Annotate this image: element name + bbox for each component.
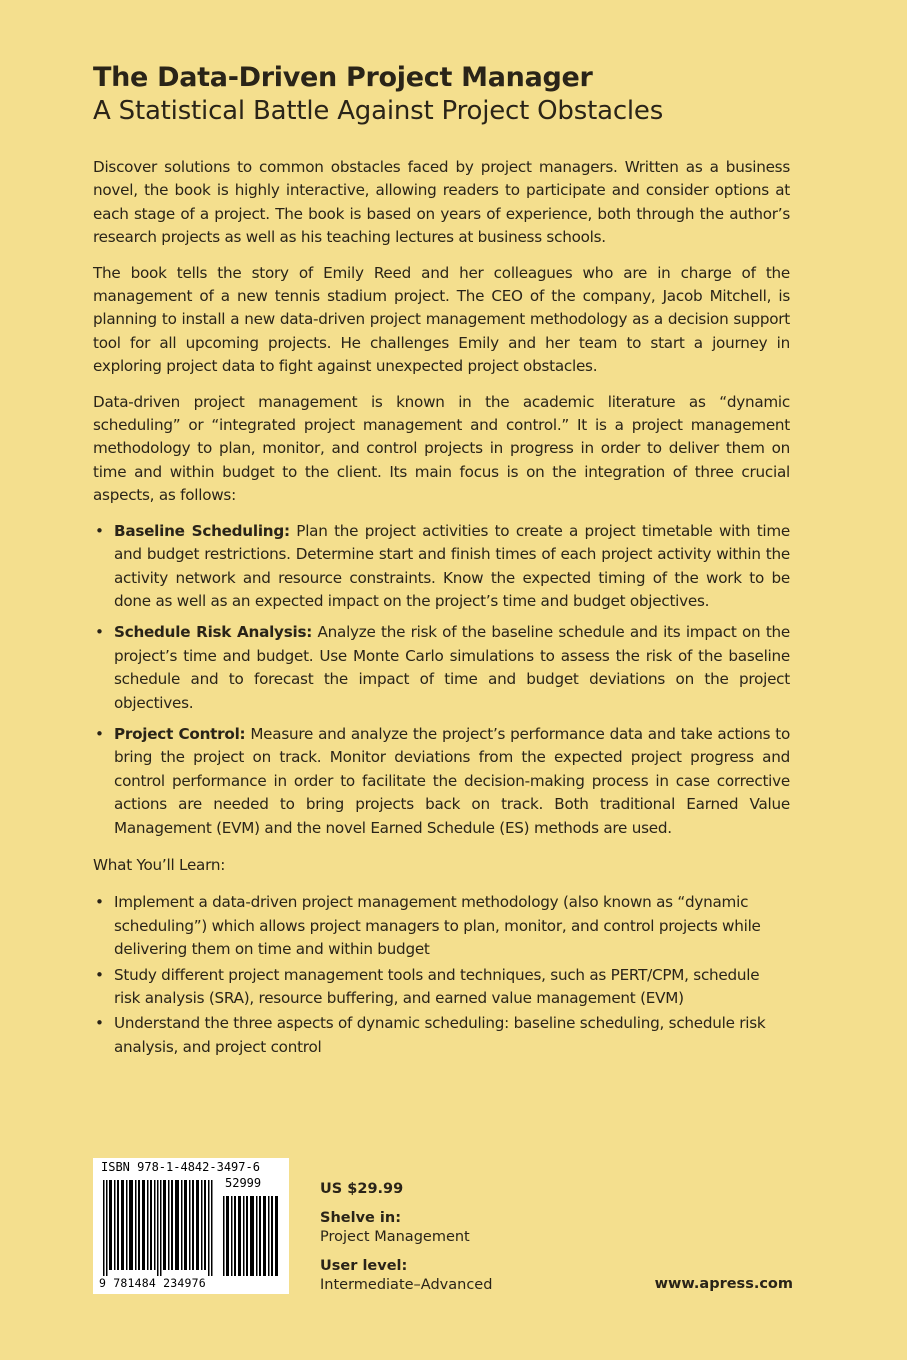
bullet-glyph: • <box>95 1014 104 1033</box>
back-cover-description <box>93 156 790 1073</box>
aspect-term: Baseline Scheduling: <box>114 521 290 540</box>
list-item <box>93 891 790 961</box>
list-item <box>93 520 790 614</box>
bullet-glyph: • <box>95 623 104 642</box>
level-value: Intermediate–Advanced <box>320 1277 493 1293</box>
isbn-barcode <box>93 1158 289 1294</box>
addon-price-code: 52999 <box>225 1176 262 1190</box>
ean-number: 9 781484 234976 <box>99 1276 206 1290</box>
learn-heading: What You’ll Learn: <box>93 855 226 874</box>
aspects-list <box>93 520 790 840</box>
level-label: User level: <box>320 1258 408 1274</box>
list-item <box>93 723 790 840</box>
aspect-text: Analyze the risk of the baseline schedule and its impact on the project’s time and budget. Use Monte Carlo simulations to assess the risk of the baseline schedule and to forecast the impact of time and budget deviations on the project objectives. <box>114 623 791 712</box>
price-info <box>320 1180 492 1295</box>
paragraph: Data-driven project management is known in the academic literature as “dynamic scheduling” or “integrated project management and control.” It is a project management methodology to plan, monitor, and control projects in progress in order to deliver them on time and within budget to the client. Its main focus is on the integration of three crucial aspects, as follows: <box>93 392 790 505</box>
bullet-glyph: • <box>95 893 104 912</box>
barcode-bars-icon <box>103 1180 215 1276</box>
bullet-glyph: • <box>95 724 104 743</box>
learn-list <box>93 891 790 1059</box>
aspect-text: Plan the project activities to create a project timetable with time and budget restrictions. Determine start and finish times of each project activity within the activity network and resource constraints. Know the expected timing of the work to be done as well as an expected impact on the project’s time and budget objectives. <box>114 521 791 610</box>
book-title: The Data-Driven Project Manager <box>93 62 593 93</box>
bullet-glyph: • <box>95 965 104 984</box>
list-item <box>93 621 790 715</box>
list-item <box>93 964 790 1011</box>
shelve-label: Shelve in: <box>320 1210 401 1226</box>
publisher-website[interactable]: www.apress.com <box>654 1276 793 1292</box>
book-subtitle: A Statistical Battle Against Project Obstacles <box>93 96 664 126</box>
aspect-term: Schedule Risk Analysis: <box>114 623 313 642</box>
learn-text: Implement a data-driven project management methodology (also known as “dynamic scheduling”) which allows project managers to plan, monitor, and control projects while delivering them on time and within budget <box>114 893 761 959</box>
isbn-number: ISBN 978-1-4842-3497-6 <box>101 1160 260 1174</box>
list-item <box>93 1012 790 1059</box>
aspect-text: Measure and analyze the project’s performance data and take actions to bring the project on track. Monitor deviations from the expected project progress and control performance in order to facilitate the decision-making process in case corrective actions are needed to bring projects back on track. Both traditional Earned Value Management (EVM) and the novel Earned Schedule (ES) methods are used. <box>114 724 791 837</box>
paragraph: The book tells the story of Emily Reed and her colleagues who are in charge of the management of a new tennis stadium project. The CEO of the company, Jacob Mitchell, is planning to install a new data-driven project management methodology as a decision support tool for all upcoming projects. He challenges Emily and her team to start a journey in exploring project data to fight against unexpected project obstacles. <box>93 263 790 376</box>
price: US $29.99 <box>320 1181 404 1197</box>
learn-text: Study different project management tools and techniques, such as PERT/CPM, schedule risk analysis (SRA), resource buffering, and earned value management (EVM) <box>114 965 760 1007</box>
paragraph: Discover solutions to common obstacles faced by project managers. Written as a business novel, the book is highly interactive, allowing readers to participate and consider options at each stage of a project. The book is based on years of experience, both through the author’s research projects as well as his teaching lectures at business schools. <box>93 158 790 247</box>
addon-barcode-bars-icon <box>223 1196 281 1276</box>
bullet-glyph: • <box>95 521 104 540</box>
learn-text: Understand the three aspects of dynamic scheduling: baseline scheduling, schedule risk analysis, and project control <box>114 1014 766 1056</box>
shelve-value: Project Management <box>320 1229 470 1245</box>
aspect-term: Project Control: <box>114 724 246 743</box>
